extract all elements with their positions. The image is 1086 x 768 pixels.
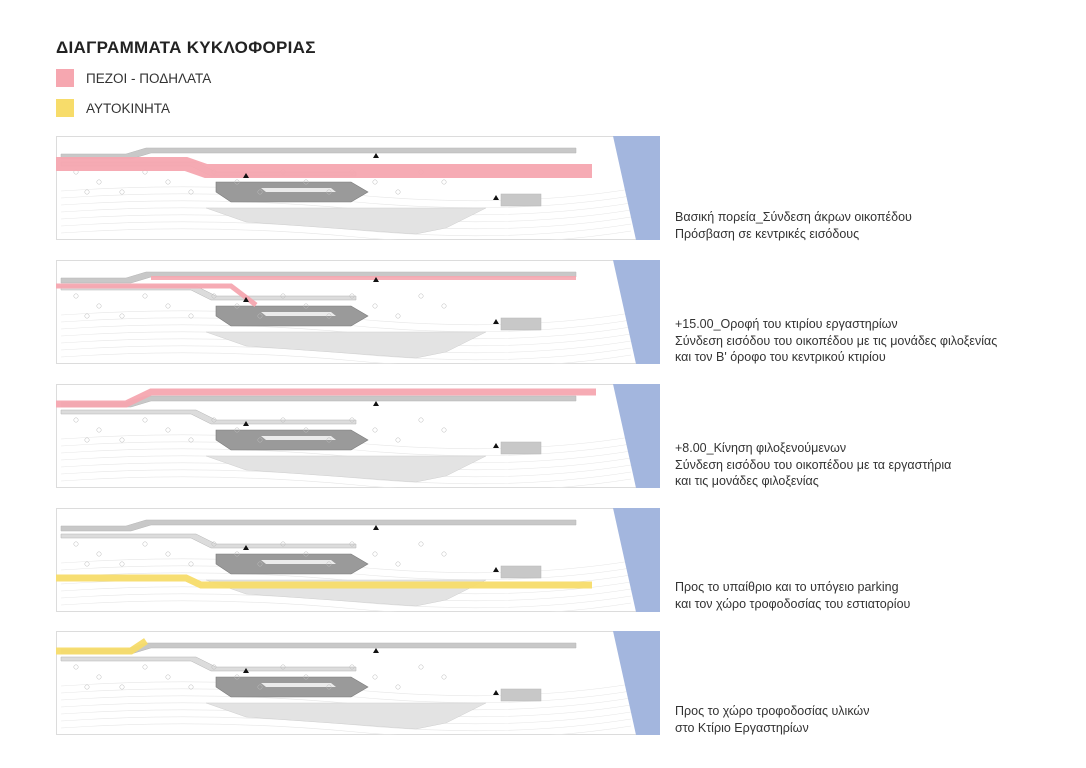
circulation-route (56, 164, 592, 171)
caption-4-line-2: και τον χώρο τροφοδοσίας του εστιατορίου (675, 596, 911, 611)
legend-swatch-pedestrian (56, 69, 74, 87)
plan-panel-3 (56, 384, 660, 488)
site-plan-1 (56, 136, 660, 240)
caption-3-line-3: και τις μονάδες φιλοξενίας (675, 474, 819, 488)
caption-2-line-1: +15.00_Οροφή του κτιρίου εργαστηρίων (675, 317, 898, 331)
guest-units-block (501, 689, 541, 701)
caption-1 (675, 209, 1075, 242)
caption-3-line-1: +8.00_Κίνηση φιλοξενούμενων (675, 441, 847, 455)
guest-units-block (501, 194, 541, 206)
plan-panel-4 (56, 508, 660, 612)
central-building-atrium (261, 560, 336, 564)
plan-panel-5 (56, 631, 660, 735)
caption-5-line-1: Προς το χώρο τροφοδοσίας υλικών (675, 704, 870, 718)
caption-2 (675, 316, 1075, 366)
caption-2-line-2: Σύνδεση εισόδου του οικοπέδου με τις μονάδες φιλοξενίας (675, 333, 998, 348)
caption-5-line-2: στο Κτίριο Εργαστηρίων (675, 720, 809, 735)
plan-panel-1 (56, 136, 660, 240)
plan-panel-2 (56, 260, 660, 364)
central-building-atrium (261, 683, 336, 687)
central-building-atrium (261, 312, 336, 316)
legend-label-car: ΑΥΤΟΚΙΝΗΤΑ (86, 100, 171, 116)
guest-units-block (501, 318, 541, 330)
legend-item-car (56, 98, 170, 118)
caption-5 (675, 703, 1075, 736)
guest-units-block (501, 442, 541, 454)
page-title: ΔΙΑΓΡΑΜΜΑΤΑ ΚΥΚΛΟΦΟΡΙΑΣ (56, 38, 316, 57)
caption-1-line-1: Βασική πορεία_Σύνδεση άκρων οικοπέδου (675, 210, 912, 224)
caption-2-line-3: και τον Β' όροφο του κεντρικού κτιρίου (675, 350, 886, 364)
site-plan-5 (56, 631, 660, 735)
caption-3 (675, 440, 1075, 490)
central-building-atrium (261, 188, 336, 192)
caption-3-line-2: Σύνδεση εισόδου του οικοπέδου με τα εργαστήρια (675, 457, 952, 472)
guest-units-block (501, 566, 541, 578)
legend-item-pedestrian (56, 68, 211, 88)
central-building-atrium (261, 436, 336, 440)
caption-4 (675, 579, 1075, 612)
legend-swatch-car (56, 99, 74, 117)
site-plan-2 (56, 260, 660, 364)
site-plan-3 (56, 384, 660, 488)
caption-4-line-1: Προς το υπαίθριο και το υπόγειο parking (675, 580, 899, 594)
legend-label-pedestrian: ΠΕΖΟΙ - ΠΟΔΗΛΑΤΑ (86, 70, 212, 86)
site-plan-4 (56, 508, 660, 612)
caption-1-line-2: Πρόσβαση σε κεντρικές εισόδους (675, 226, 860, 241)
